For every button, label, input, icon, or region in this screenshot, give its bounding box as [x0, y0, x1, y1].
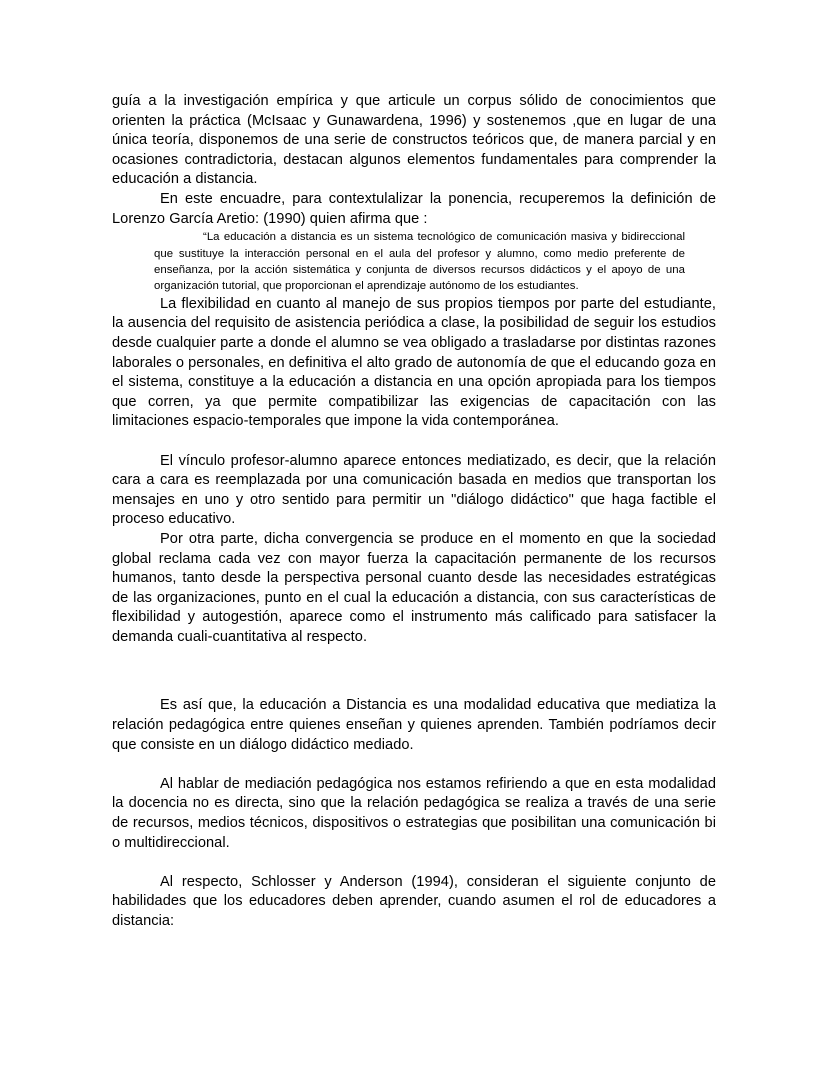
paragraph-spacer: [112, 853, 716, 873]
paragraph-spacer: [112, 755, 716, 775]
document-body: [112, 92, 716, 932]
paragraph-continuation: guía a la investigación empírica y que articule un corpus sólido de conocimientos que orienten la práctica (McIsaac y Gunawardena, 1996) y sostenemos ,que en lugar de una única teoría, disponemos de una serie de constructos teóricos que, de manera parcial y en ocasiones contradictoria, destacan algunos elementos fundamentales para comprender la educación a distancia.: [112, 93, 716, 188]
paragraph-spacer-large: [112, 647, 716, 696]
paragraph-flexibilidad: La flexibilidad en cuanto al manejo de sus propios tiempos por parte del estudiante, la ausencia del requisito de asistencia periódica a clase, la posibilidad de seguir los estudios desde cualquier parte a donde el alumno se vea obligado a trasladarse por distintas razones laborales o personales, en definitiva el alto grado de autonomía de que el educando goza en el sistema, constituye a la educación a distancia en una opción apropiada para los tiempos que corren, ya que permite compatibilizar las exigencias de capacitación con las limitaciones espacio-temporales que impone la vida contemporánea.: [112, 295, 716, 430]
paragraph-encuadre: En este encuadre, para contextulalizar la ponencia, recuperemos la definición de Lorenzo García Aretio: (1990) quien afirma que :: [112, 190, 716, 227]
blockquote-garcia-aretio: “La educación a distancia es un sistema tecnológico de comunicación masiva y bidireccional que sustituye la interacción personal en el aula del profesor y alumno, como medio preferente de enseñanza, por la acción sistemática y conjunta de diversos recursos didácticos y el apoyo de una organización tutorial, que proporcionan el aprendizaje autónomo de los estudiantes.: [154, 231, 685, 293]
paragraph-convergencia: Por otra parte, dicha convergencia se produce en el momento en que la sociedad global reclama cada vez con mayor fuerza la capacitación permanente de los recursos humanos, tanto desde la perspectiva personal cuanto desde las necesidades estratégicas de las organizaciones, punto en el cual la educación a distancia, con sus características de flexibilidad y autogestión, aparece como el instrumento más calificado para satisfacer la demanda cuali-cuantitativa al respecto.: [112, 530, 716, 645]
paragraph-schlosser-anderson: Al respecto, Schlosser y Anderson (1994), consideran el siguiente conjunto de habilidades que los educadores deben aprender, cuando asumen el rol de educadores a distancia:: [112, 873, 716, 929]
paragraph-spacer: [112, 432, 716, 452]
paragraph-vinculo: El vínculo profesor-alumno aparece entonces mediatizado, es decir, que la relación cara a cara es reemplazada por una comunicación basada en medios que transportan los mensajes en uno y otro sentido para permitir un "diálogo didáctico" que haga factible el proceso educativo.: [112, 452, 716, 528]
paragraph-mediacion-pedagogica: Al hablar de mediación pedagógica nos estamos refiriendo a que en esta modalidad la docencia no es directa, sino que la relación pedagógica se realiza a través de una serie de recursos, medios técnicos, dispositivos o estrategias que posibilitan una comunicación bi o multidireccional.: [112, 775, 716, 851]
paragraph-modalidad-educativa: Es así que, la educación a Distancia es una modalidad educativa que mediatiza la relación pedagógica entre quienes enseñan y quienes aprenden. También podríamos decir que consiste en un diálogo didáctico mediado.: [112, 697, 716, 753]
